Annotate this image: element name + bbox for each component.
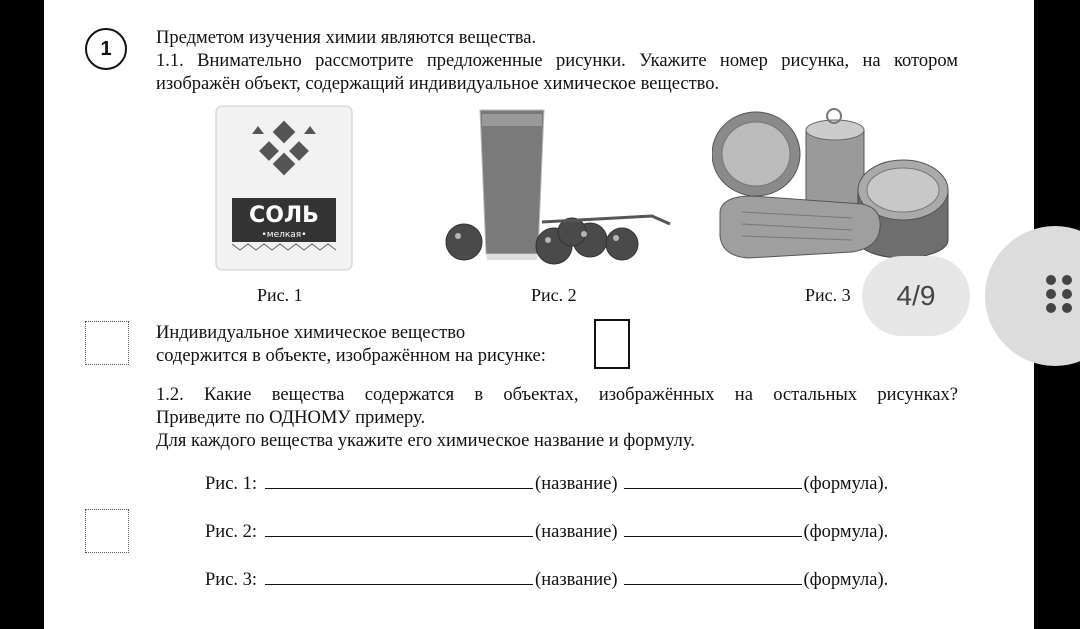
question-number: 1 [85,28,127,70]
answer-1-1-line1: Индивидуальное химическое вещество [156,323,466,343]
row-1-name-hint: (название) [535,474,618,494]
salt-sub-label: •мелкая• [261,230,307,240]
row-3-formula-line[interactable] [624,583,802,585]
figure-number-answer-box[interactable] [594,319,630,369]
answer-row-2 [205,522,888,543]
row-3-label: Рис. 3: [205,570,258,590]
task-1-1-line1: 1.1. Внимательно рассмотрите предложенные рисунки. Укажите номер рисунка, на котором [156,51,958,71]
row-2-name-line[interactable] [265,535,533,537]
row-2-formula-line[interactable] [624,535,802,537]
figure-1-caption: Рис. 1 [257,285,303,305]
figure-3-tin-cans [712,100,952,272]
answer-1-1-line2: содержится в объекте, изображённом на рисунке: [156,346,546,366]
task-1-2-line1: 1.2. Какие вещества содержатся в объектах, изображённых на остальных рисунках? [156,385,958,405]
page-indicator: 4/9 [862,256,970,336]
row-2-label: Рис. 2: [205,522,258,542]
row-2-name-hint: (название) [535,522,618,542]
row-3-name-line[interactable] [265,583,533,585]
answer-row-3 [205,570,888,591]
figure-1-salt-bag [212,104,356,272]
figure-2-tomato-juice [442,104,682,272]
row-2-formula-hint: (формула). [803,522,889,542]
task-1-1-line2: изображён объект, содержащий индивидуальное химическое вещество. [156,74,720,94]
score-box-1-2[interactable] [85,509,129,553]
row-3-name-hint: (название) [535,570,618,590]
answer-row-1 [205,474,888,495]
intro-text: Предметом изучения химии являются вещества. [156,28,537,48]
task-1-2-line2: Приведите по ОДНОМУ примеру. [156,408,426,428]
salt-brand-label: СОЛЬ [249,203,319,228]
task-1-2-line3: Для каждого вещества укажите его химическое название и формулу. [156,431,695,451]
row-1-formula-hint: (формула). [803,474,889,494]
row-1-name-line[interactable] [265,487,533,489]
row-1-formula-line[interactable] [624,487,802,489]
row-3-formula-hint: (формула). [803,570,889,590]
figure-2-caption: Рис. 2 [531,285,577,305]
score-box-1-1[interactable] [85,321,129,365]
figure-3-caption: Рис. 3 [805,285,851,305]
row-1-label: Рис. 1: [205,474,258,494]
